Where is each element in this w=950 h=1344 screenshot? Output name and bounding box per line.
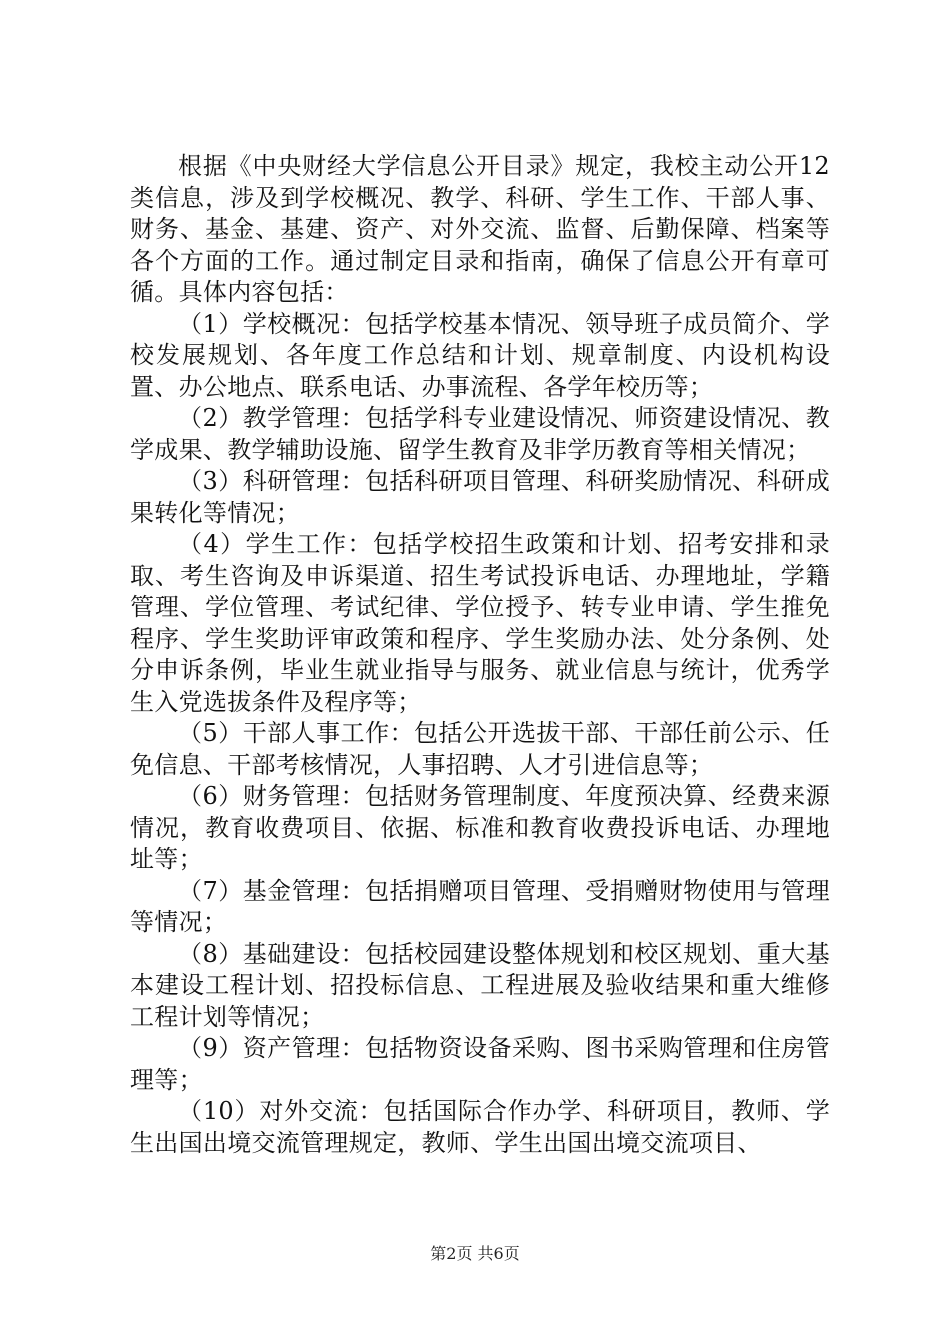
page-number-footer: 第2页 共6页 xyxy=(430,1244,520,1263)
item-teaching-management: （2）教学管理：包括学科专业建设情况、师资建设情况、教学成果、教学辅助设施、留学生教育及非学历教育等相关情况； xyxy=(130,404,830,464)
item-school-overview: （1）学校概况：包括学校基本情况、领导班子成员简介、学校发展规划、各年度工作总结和计划、规章制度、内设机构设置、办公地点、联系电话、办事流程、各学年校历等； xyxy=(130,309,830,401)
item-research-management: （3）科研管理：包括科研项目管理、科研奖励情况、科研成果转化等情况； xyxy=(130,467,830,527)
document-body xyxy=(130,151,830,1159)
item-finance-management: （6）财务管理：包括财务管理制度、年度预决算、经费来源情况，教育收费项目、依据、标准和教育收费投诉电话、办理地址等； xyxy=(130,782,830,873)
item-student-affairs: （4）学生工作：包括学校招生政策和计划、招考安排和录取、考生咨询及申诉渠道、招生考试投诉电话、办理地址，学籍管理、学位管理、考试纪律、学位授予、转专业申请、学生推免程序、学生奖助评审政策和程序、学生奖励办法、处分条例、处分申诉条例，毕业生就业指导与服务、就业信息与统计，优秀学生入党选拔条件及程序等； xyxy=(130,530,830,716)
intro-paragraph: 根据《中央财经大学信息公开目录》规定，我校主动公开12类信息，涉及到学校概况、教学、科研、学生工作、干部人事、财务、基金、基建、资产、对外交流、监督、后勤保障、档案等各个方面的工作。通过制定目录和指南，确保了信息公开有章可循。具体内容包括： xyxy=(130,152,830,306)
item-asset-management: （9）资产管理：包括物资设备采购、图书采购管理和住房管理等； xyxy=(130,1034,830,1094)
item-infrastructure: （8）基础建设：包括校园建设整体规划和校区规划、重大基本建设工程计划、招投标信息、工程进展及验收结果和重大维修工程计划等情况； xyxy=(130,939,830,1031)
item-fund-management: （7）基金管理：包括捐赠项目管理、受捐赠财物使用与管理等情况； xyxy=(130,876,830,936)
item-external-exchange: （10）对外交流：包括国际合作办学、科研项目，教师、学生出国出境交流管理规定，教师、学生出国出境交流项目、 xyxy=(130,1097,830,1157)
item-personnel-work: （5）干部人事工作：包括公开选拔干部、干部任前公示、任免信息、干部考核情况，人事招聘、人才引进信息等； xyxy=(130,719,830,779)
